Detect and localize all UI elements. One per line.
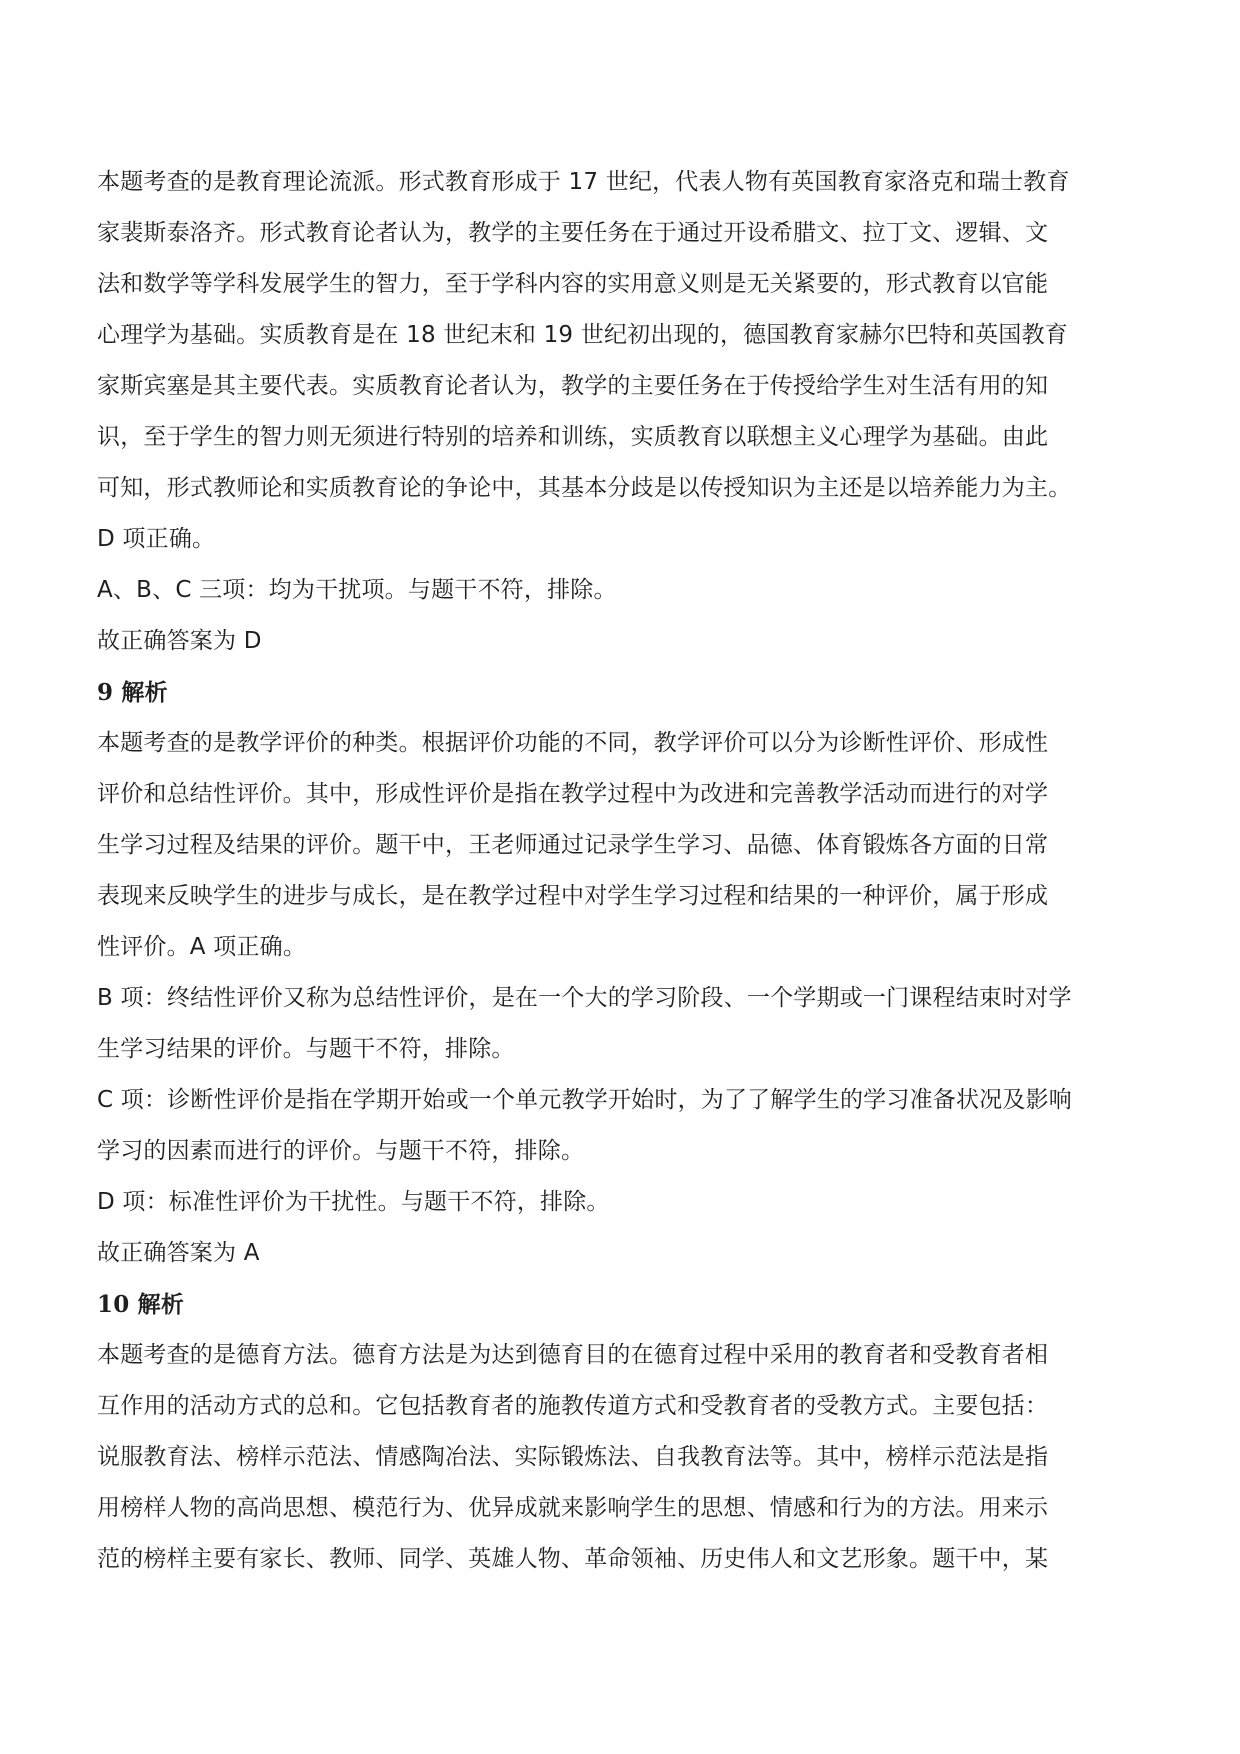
- section-heading: 9 解析: [97, 679, 168, 706]
- paragraph-line: 互作用的活动方式的总和。它包括教育者的施教传道方式和受教育者的受教方式。主要包括：: [97, 1393, 1049, 1419]
- paragraph-line: 说服教育法、榜样示范法、情感陶冶法、实际锻炼法、自我教育法等。其中，榜样示范法是指: [97, 1444, 1049, 1470]
- paragraph-line: 本题考查的是教育理论流派。形式教育形成于 17 世纪，代表人物有英国教育家洛克和瑞士教育: [97, 169, 1070, 195]
- paragraph-line: 本题考查的是德育方法。德育方法是为达到德育目的在德育过程中采用的教育者和受教育者相: [97, 1342, 1049, 1368]
- q10-explanation: [97, 1279, 1155, 1585]
- section-heading: 10 解析: [97, 1291, 185, 1318]
- paragraph-line: A、B、C 三项：均为干扰项。与题干不符，排除。: [97, 577, 617, 603]
- paragraph-line: 学习的因素而进行的评价。与题干不符，排除。: [97, 1138, 585, 1164]
- answer-line: 故正确答案为 A: [97, 1240, 260, 1266]
- paragraph-line: D 项：标准性评价为干扰性。与题干不符，排除。: [97, 1189, 610, 1215]
- paragraph-line: D 项正确。: [97, 526, 216, 552]
- paragraph-line: 可知，形式教师论和实质教育论的争论中，其基本分歧是以传授知识为主还是以培养能力为主。: [97, 475, 1072, 501]
- paragraph-line: 识，至于学生的智力则无须进行特别的培养和训练，实质教育以联想主义心理学为基础。由此: [97, 424, 1049, 450]
- paragraph-line: 表现来反映学生的进步与成长，是在教学过程中对学生学习过程和结果的一种评价，属于形成: [97, 883, 1049, 909]
- paragraph-line: 性评价。A 项正确。: [97, 934, 307, 960]
- paragraph-line: 心理学为基础。实质教育是在 18 世纪末和 19 世纪初出现的，德国教育家赫尔巴特和英国教育: [97, 322, 1068, 348]
- paragraph-line: 用榜样人物的高尚思想、模范行为、优异成就来影响学生的思想、情感和行为的方法。用来示: [97, 1495, 1049, 1521]
- paragraph-line: 法和数学等学科发展学生的智力，至于学科内容的实用意义则是无关紧要的，形式教育以官能: [97, 271, 1049, 297]
- paragraph-line: 生学习结果的评价。与题干不符，排除。: [97, 1036, 515, 1062]
- q9-explanation: [97, 667, 1155, 1279]
- paragraph-line: 家斯宾塞是其主要代表。实质教育论者认为，教学的主要任务在于传授给学生对生活有用的知: [97, 373, 1049, 399]
- paragraph-line: B 项：终结性评价又称为总结性评价，是在一个大的学习阶段、一个学期或一门课程结束时对学: [97, 985, 1072, 1011]
- paragraph-line: 本题考查的是教学评价的种类。根据评价功能的不同，教学评价可以分为诊断性评价、形成性: [97, 730, 1049, 756]
- paragraph-line: C 项：诊断性评价是指在学期开始或一个单元教学开始时，为了了解学生的学习准备状况及影响: [97, 1087, 1072, 1113]
- paragraph-line: 生学习过程及结果的评价。题干中，王老师通过记录学生学习、品德、体育锻炼各方面的日常: [97, 832, 1049, 858]
- answer-line: 故正确答案为 D: [97, 628, 262, 654]
- paragraph-line: 评价和总结性评价。其中，形成性评价是指在教学过程中为改进和完善教学活动而进行的对学: [97, 781, 1049, 807]
- document-page: [97, 157, 1155, 1585]
- q8-explanation: [97, 157, 1155, 667]
- paragraph-line: 范的榜样主要有家长、教师、同学、英雄人物、革命领袖、历史伟人和文艺形象。题干中，某: [97, 1546, 1049, 1572]
- paragraph-line: 家裴斯泰洛齐。形式教育论者认为，教学的主要任务在于通过开设希腊文、拉丁文、逻辑、文: [97, 220, 1049, 246]
